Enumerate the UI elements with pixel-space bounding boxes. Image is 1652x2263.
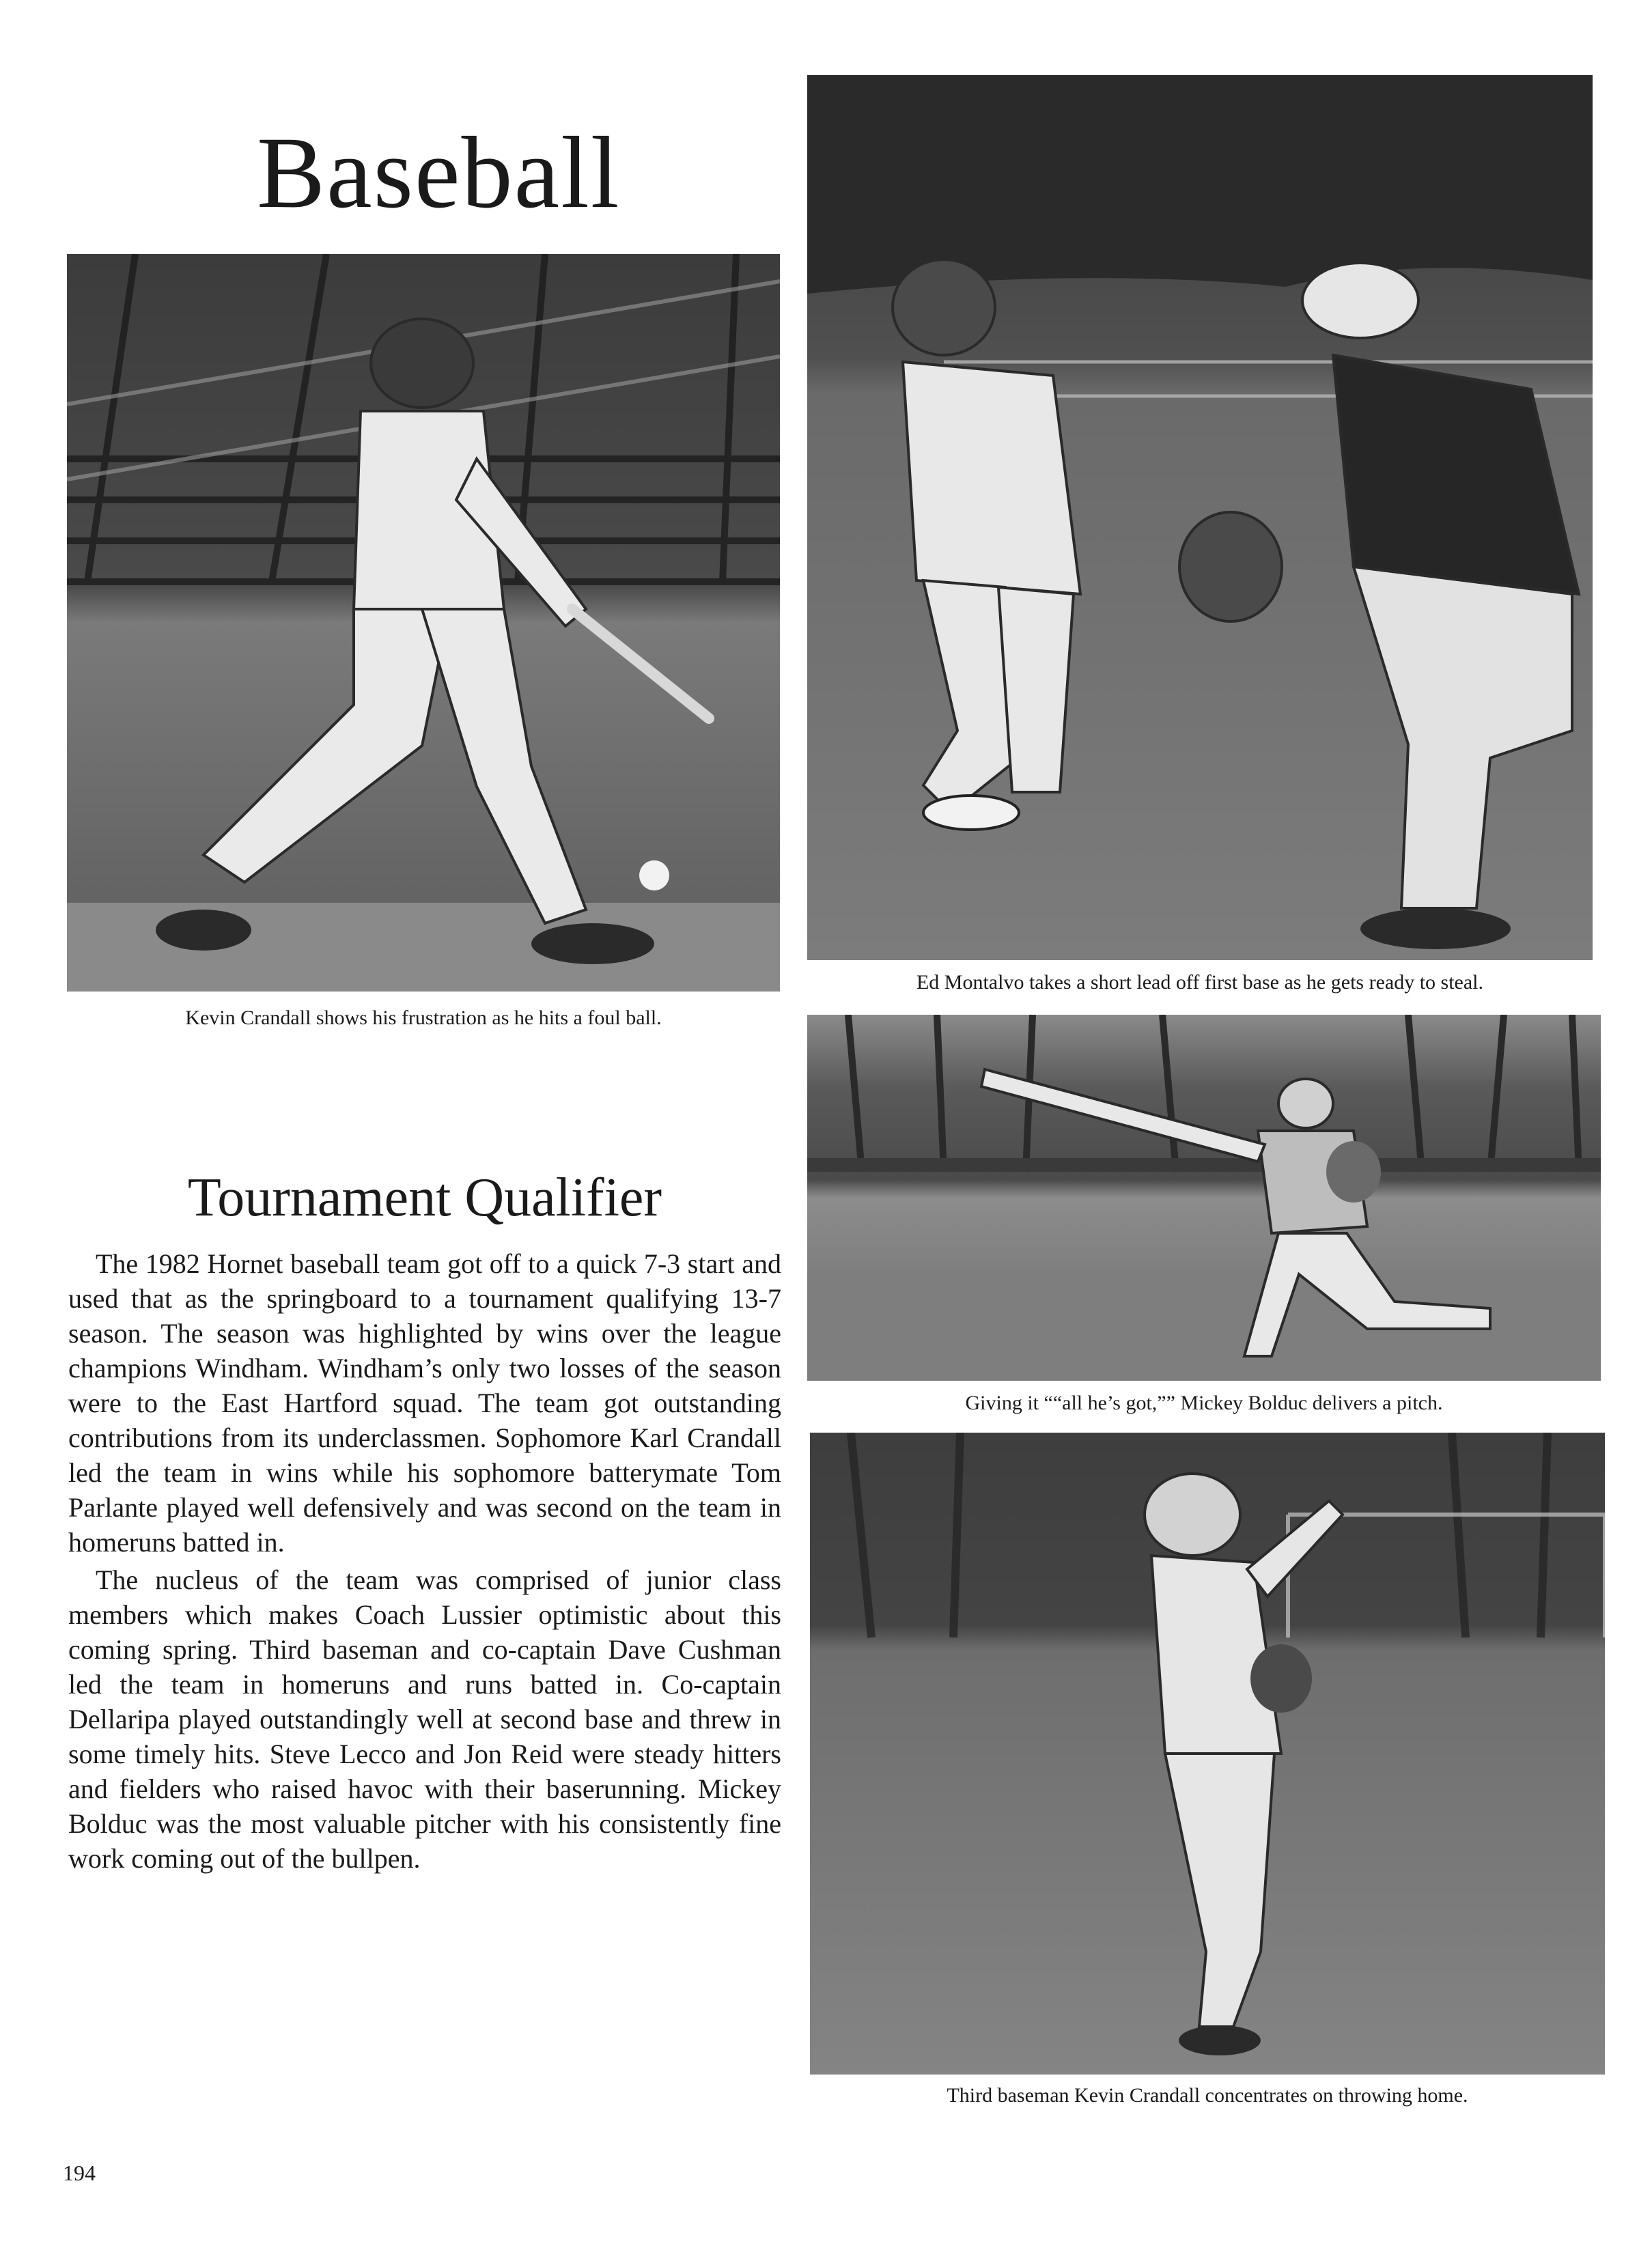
article-paragraph: The nucleus of the team was comprised of junior class members which makes Coach Lussier optimistic about this coming spring. Third baseman and co-captain Dave Cushman led the team in homeruns and runs batted in. Co-captain Dellaripa played outstandingly well at second base and threw in some timely hits. Steve Lecco and Jon Reid were steady hitters and fielders who raised havoc with their baserunning. Mickey Bolduc was the most valuable pitcher with his consistently fine work coming out of the bullpen. (68, 1564, 781, 1874)
photo-runner-image (807, 75, 1593, 960)
photo-runner (807, 75, 1593, 960)
page-title: Baseball (257, 116, 621, 229)
photo-batter-caption: Kevin Crandall shows his frustration as he hits a foul ball. (185, 1007, 662, 1029)
page-number: 194 (63, 2161, 96, 2185)
article-subhead: Tournament Qualifier (187, 1168, 662, 1228)
photo-third-baseman-image (810, 1433, 1605, 2075)
photo-pitcher (807, 1015, 1601, 1381)
photo-batter (67, 254, 780, 992)
article-paragraph: The 1982 Hornet baseball team got off to a quick 7-3 start and used that as the springboard to a tournament qualifying 13-7 season. The season was highlighted by wins over the league champions Windham. Windham’s only two losses of the season were to the East Hartford squad. The team got outstanding contributions from its underclassmen. Sophomore Karl Crandall led the team in wins while his sophomore batterymate Tom Parlante played well defensively and was second on the team in homeruns batted in. (68, 1248, 781, 1558)
photo-pitcher-image (807, 1015, 1601, 1381)
article-body (68, 1246, 781, 1876)
photo-runner-caption: Ed Montalvo takes a short lead off first base as he gets ready to steal. (916, 971, 1484, 994)
photo-third-baseman-caption: Third baseman Kevin Crandall concentrates on throwing home. (947, 2084, 1468, 2107)
photo-pitcher-caption: Giving it ““all he’s got,”” Mickey Bolduc delivers a pitch. (965, 1392, 1443, 1414)
photo-batter-image (67, 254, 780, 992)
photo-third-baseman (810, 1433, 1605, 2075)
